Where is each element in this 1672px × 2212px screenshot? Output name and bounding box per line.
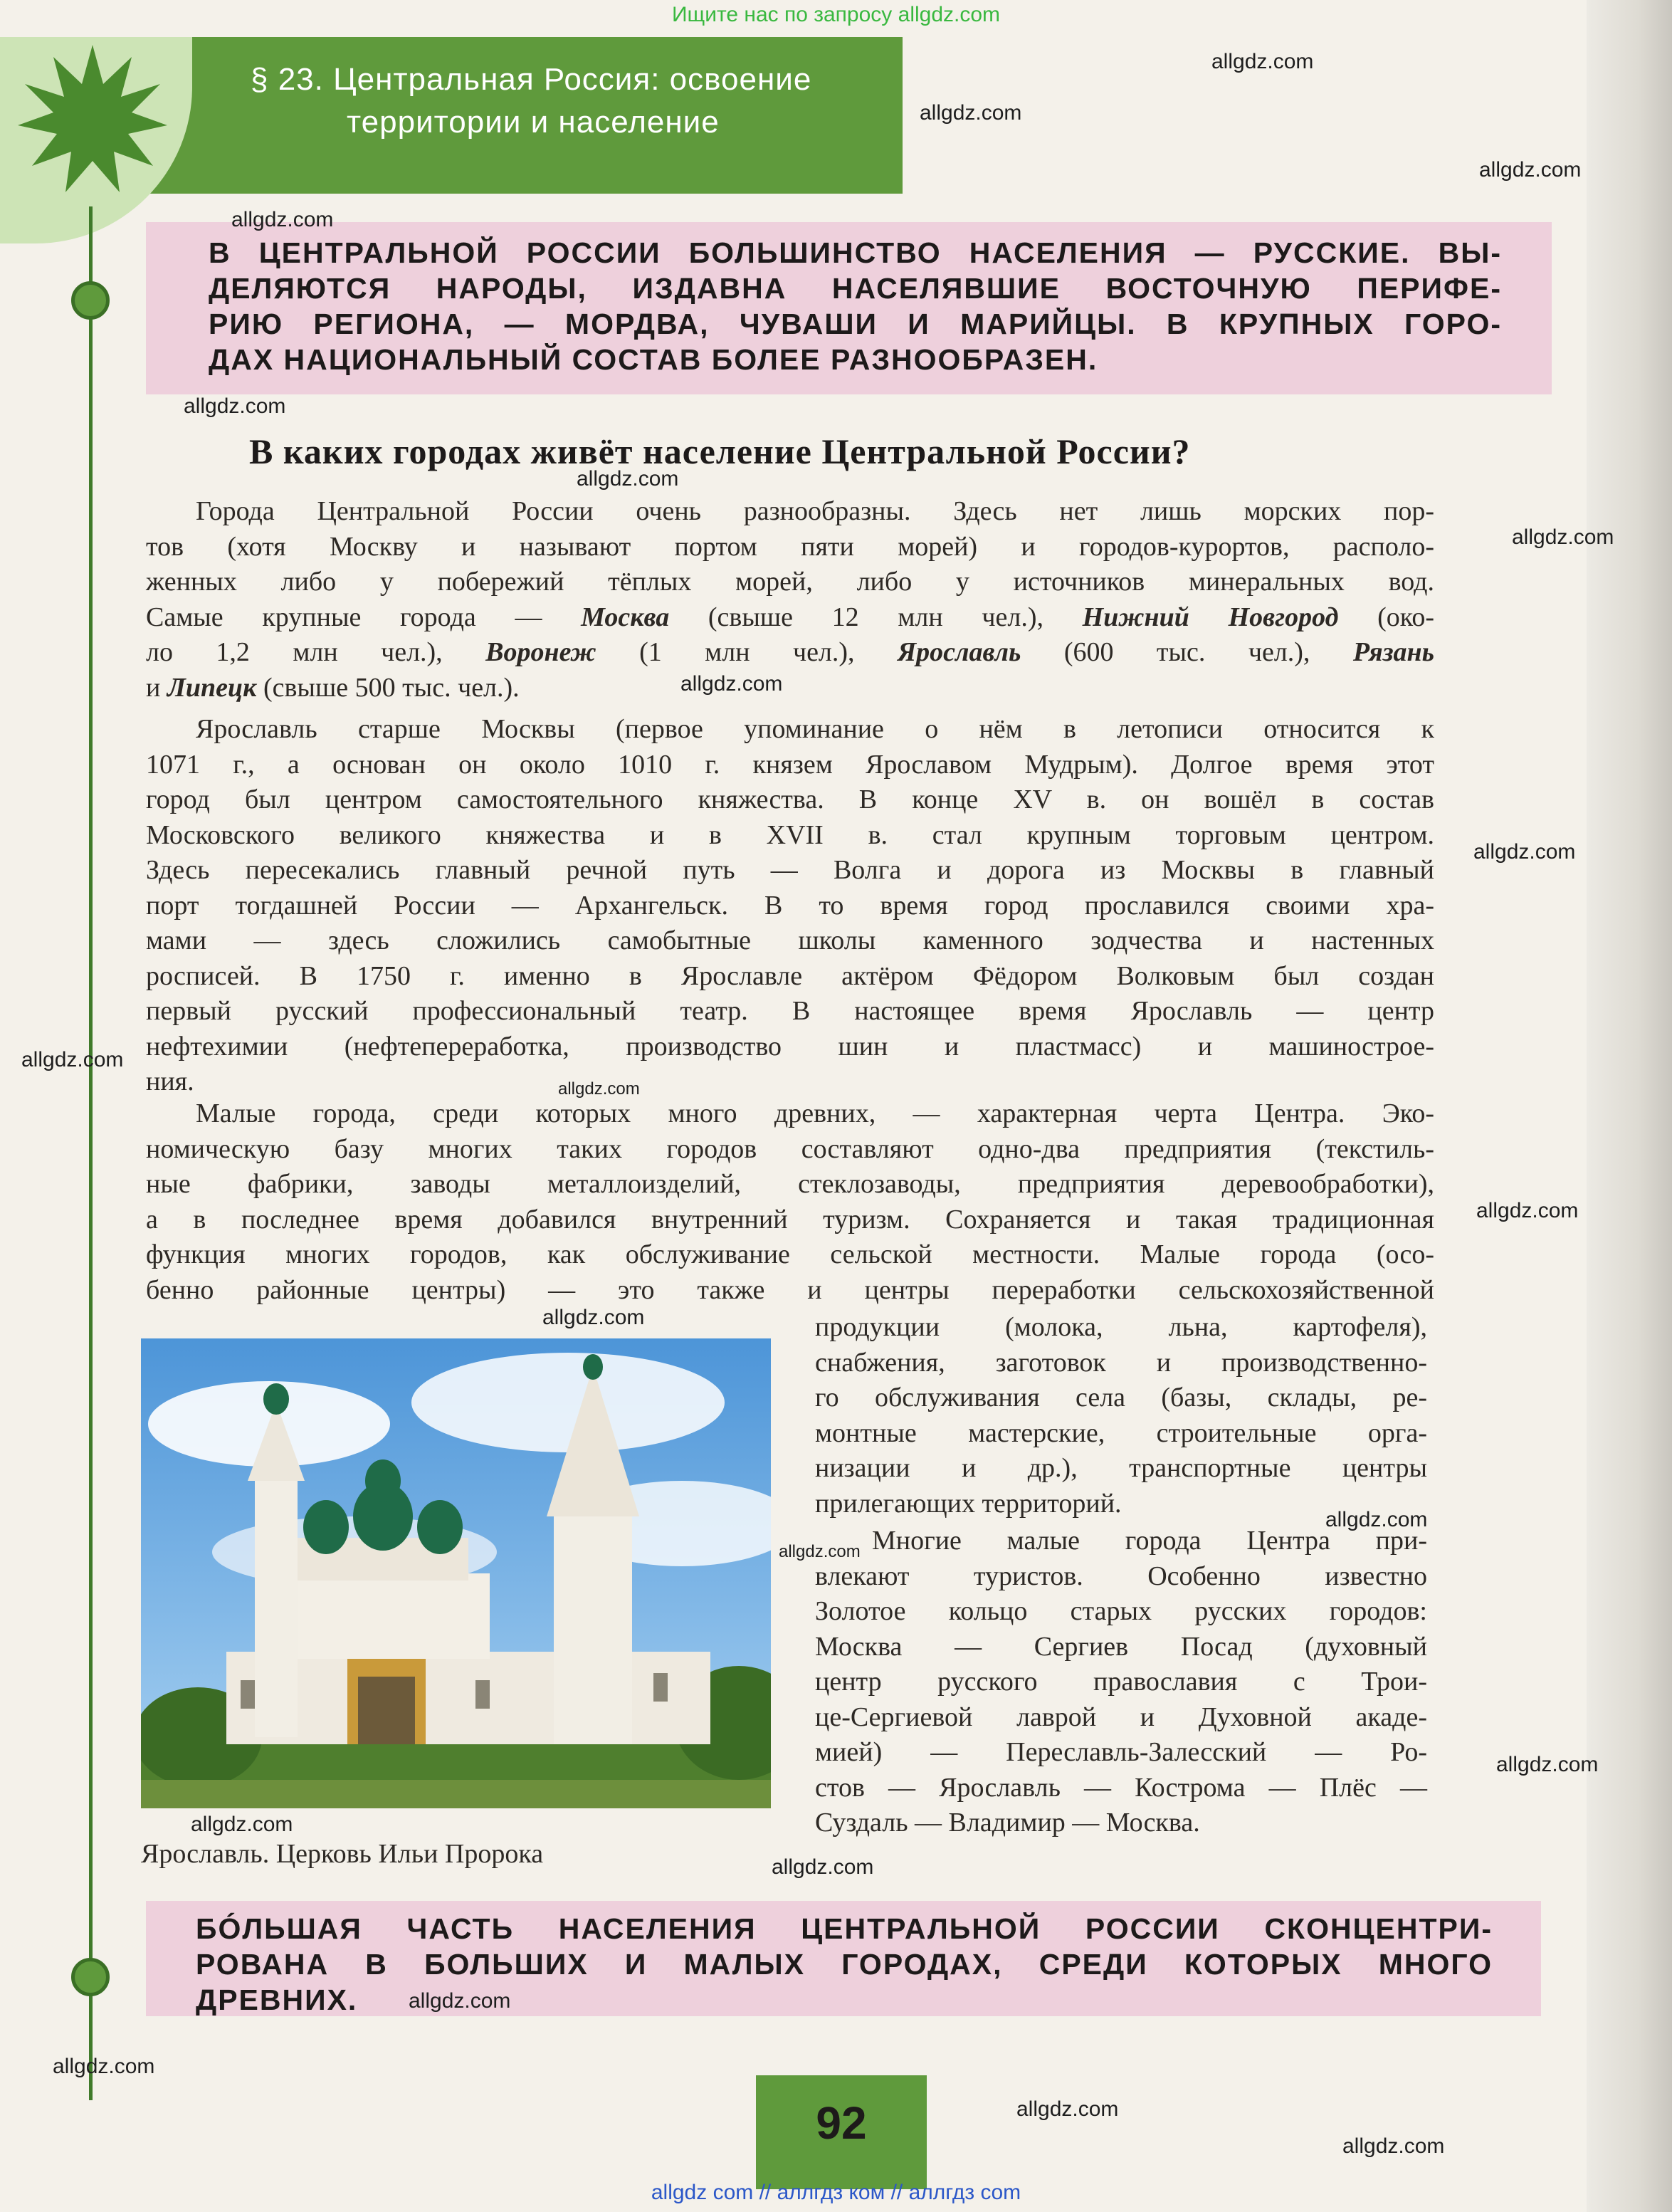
key-fact-line: В ЦЕНТРАЛЬНОЙ РОССИИ БОЛЬШИНСТВО НАСЕЛЕНИЯ — РУССКИЕ. ВЫ- — [209, 236, 1502, 269]
text-line: монтные мастерские, строительные орга- — [815, 1417, 1427, 1448]
watermark: allgdz.com — [53, 2055, 155, 2078]
watermark: allgdz.com — [1512, 525, 1614, 549]
city-yaroslavl: Ярославль — [897, 637, 1021, 667]
text-line: номическую базу многих таких городов составляют одно-два предприятия (текстиль- — [146, 1133, 1434, 1164]
text-line: мами — здесь сложились самобытные школы каменного зодчества и настенных — [146, 926, 1434, 955]
text-line: стов — Ярославль — Кострома — Плёс — — [815, 1772, 1427, 1803]
text-line: центр русского православия с Трои- — [815, 1667, 1427, 1697]
text-line: функция многих городов, как обслуживание сельской местности. Малые города (осо- — [146, 1239, 1434, 1269]
key-fact-line: БÓЛЬШАЯ ЧАСТЬ НАСЕЛЕНИЯ ЦЕНТРАЛЬНОЙ РОССИИ СКОНЦЕНТРИ- — [196, 1912, 1493, 1945]
text-line: женных либо у побережий тёплых морей, либо у источников минеральных вод. — [146, 567, 1434, 597]
city-nizhny-novgorod: Нижний Новгород — [1082, 602, 1339, 632]
text-line: снабжения, заготовок и производственно- — [815, 1347, 1427, 1378]
watermark: allgdz.com — [1496, 1753, 1599, 1776]
watermark: allgdz.com — [1016, 2097, 1119, 2121]
text-line: ные фабрики, заводы металлоизделий, стеклозаводы, предприятия деревообработки), — [146, 1169, 1434, 1199]
key-fact-box-bottom — [146, 1901, 1541, 2016]
city-lipetsk: Липецк — [167, 672, 257, 703]
key-fact-line: РИЮ РЕГИОНА, — МОРДВА, ЧУВАШИ И МАРИЙЦЫ. В КРУПНЫХ ГОРО- — [209, 308, 1502, 340]
paragraph-small-towns — [146, 1096, 1434, 1308]
key-fact-box-top — [146, 222, 1552, 394]
timeline-node-top — [71, 281, 110, 320]
text-line: первый русский профессиональный театр. В настоящее время Ярославль — центр — [146, 996, 1434, 1026]
text-line: низации и др.), транспортные центры — [815, 1453, 1427, 1483]
watermark: allgdz.com — [21, 1048, 124, 1071]
photo-caption: Ярославль. Церковь Ильи Пророка — [141, 1839, 544, 1869]
church-photo — [141, 1338, 771, 1808]
watermark: allgdz.com — [779, 1542, 861, 1561]
city-voronezh: Воронеж — [485, 637, 596, 667]
text-line: тов (хотя Москву и называют портом пяти морей) и городов-курортов, располо- — [146, 531, 1434, 562]
text-line: росписей. В 1750 г. именно в Ярославле актёром Фёдором Волковым был создан — [146, 960, 1434, 991]
paragraph-city-overview — [146, 494, 1434, 706]
city-moscow: Москва — [581, 602, 670, 632]
paragraph-golden-ring — [815, 1524, 1427, 1841]
text-line: а в последнее время добавился внутренний туризм. Сохраняется и такая традиционная — [146, 1204, 1434, 1235]
section-title-line2: территории и население — [347, 105, 720, 140]
text-line: Ярославль старше Москвы (первое упоминание о нём в летописи относится к — [196, 714, 1434, 744]
watermark: allgdz.com — [1325, 1508, 1428, 1531]
text-line: ния. — [146, 1066, 194, 1096]
text-line: Москва — Сергиев Посад (духовный — [815, 1631, 1427, 1662]
paragraph-yaroslavl-history — [146, 712, 1434, 1100]
section-title-line1: § 23. Центральная Россия: освоение — [251, 62, 812, 97]
star-emblem-icon — [14, 41, 171, 198]
city-ryazan: Рязань — [1352, 637, 1434, 667]
page-gutter-shadow — [1587, 0, 1672, 2212]
watermark: allgdz.com — [1342, 2134, 1445, 2158]
watermark: allgdz.com — [1479, 158, 1582, 182]
text-line: Самые крупные города — Москва (свыше 12 млн чел.), Нижний Новгород (око- — [146, 602, 1434, 632]
text-line: прилегающих территорий. — [815, 1488, 1122, 1519]
page-number: 92 — [816, 2097, 867, 2149]
text-line: Малые города, среди которых много древних, — характерная черта Центра. Эко- — [196, 1099, 1434, 1128]
text-line: город был центром самостоятельного княжества. В конце XV в. он вошёл в состав — [146, 785, 1434, 814]
text-line: 1071 г., а основан он около 1010 г. князем Ярославом Мудрым). Долгое время этот — [146, 749, 1434, 780]
text-line: Здесь пересекались главный речной путь — Волга и дорога из Москвы в главный — [146, 855, 1434, 885]
text-line: мией) — Переславль-Залесский — Ро- — [815, 1737, 1427, 1767]
watermark: allgdz.com — [542, 1306, 645, 1329]
watermark: allgdz.com — [191, 1813, 293, 1836]
subsection-heading: В каких городах живёт население Центральной России? — [249, 431, 1191, 471]
key-fact-line: ДЕЛЯЮТСЯ НАРОДЫ, ИЗДАВНА НАСЕЛЯВШИЕ ВОСТОЧНУЮ ПЕРИФЕ- — [209, 272, 1502, 305]
watermark: allgdz.com — [920, 101, 1022, 125]
text-line: Города Центральной России очень разнообразны. Здесь нет лишь морских пор- — [196, 496, 1434, 526]
timeline-node-bottom — [71, 1958, 110, 1996]
church-illustration — [141, 1338, 771, 1808]
section-title — [251, 58, 891, 144]
text-line: го обслуживания села (базы, склады, ре- — [815, 1383, 1427, 1412]
watermark: allgdz.com — [1476, 1199, 1579, 1222]
key-fact-line: РОВАНА В БОЛЬШИХ И МАЛЫХ ГОРОДАХ, СРЕДИ КОТОРЫХ МНОГО — [196, 1948, 1493, 1981]
text-line: Золотое кольцо старых русских городов: — [815, 1596, 1427, 1626]
paragraph-small-towns-continued — [815, 1310, 1427, 1521]
text-line: ло 1,2 млн чел.), Воронеж (1 млн чел.), Ярославль (600 тыс. чел.), Рязань — [146, 637, 1434, 667]
text-line: це-Сергиевой лаврой и Духовной акаде- — [815, 1702, 1427, 1732]
text-line: Суздаль — Владимир — Москва. — [815, 1808, 1200, 1838]
watermark: allgdz.com — [577, 467, 679, 491]
text-line: влекают туристов. Особенно известно — [815, 1561, 1427, 1591]
text-line: Многие малые города Центра при- — [872, 1526, 1427, 1556]
text-line: продукции (молока, льна, картофеля), — [815, 1312, 1427, 1342]
watermark: allgdz.com — [558, 1079, 640, 1099]
watermark: allgdz.com — [184, 394, 286, 418]
text-line: нефтехимии (нефтепереработка, производство шин и пластмасс) и машинострое- — [146, 1031, 1434, 1062]
key-fact-line: ДРЕВНИХ. — [196, 1983, 358, 2016]
top-search-link[interactable]: Ищите нас по запросу allgdz.com — [671, 3, 1001, 26]
watermark: allgdz.com — [231, 208, 334, 231]
text-line: бенно районные центры) — это также и центры переработки сельскохозяйственной — [146, 1274, 1434, 1305]
key-fact-line: ДАХ НАЦИОНАЛЬНЫЙ СОСТАВ БОЛЕЕ РАЗНООБРАЗЕН. — [209, 343, 1098, 376]
watermark: allgdz.com — [680, 672, 783, 696]
watermark: allgdz.com — [409, 1989, 511, 2013]
watermark: allgdz.com — [1211, 50, 1314, 73]
timeline-line — [89, 206, 93, 2100]
footer-links[interactable]: allgdz com // аллгдз ком // аллгдз com — [651, 2181, 1021, 2204]
text-line: Московского великого княжества и в XVII в. стал крупным торговым центром. — [146, 819, 1434, 850]
watermark: allgdz.com — [772, 1855, 874, 1879]
watermark: allgdz.com — [1473, 840, 1576, 864]
text-line: порт тогдашней России — Архангельск. В то время город прославился своими хра- — [146, 890, 1434, 921]
text-line: и Липецк (свыше 500 тыс. чел.). — [146, 672, 520, 703]
